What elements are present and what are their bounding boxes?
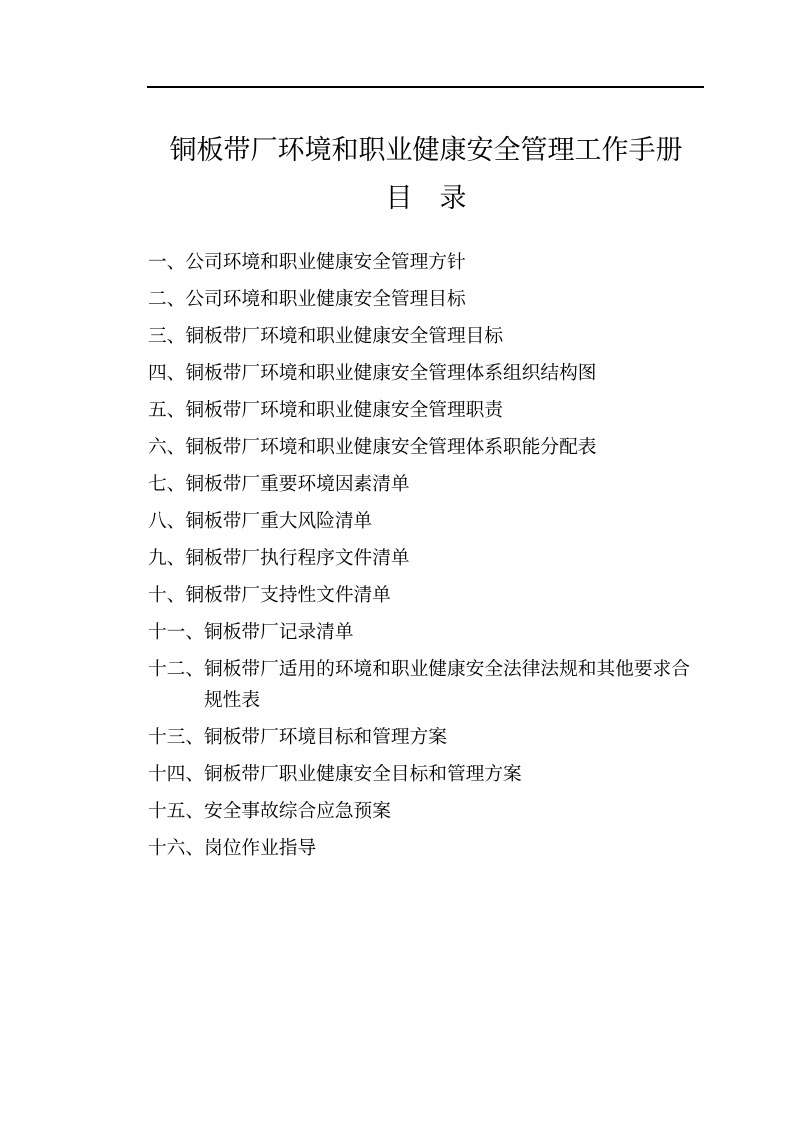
toc-item: 四、铜板带厂环境和职业健康安全管理体系组织结构图 — [148, 363, 597, 384]
document-title: 铜板带厂环境和职业健康安全管理工作手册 — [169, 135, 683, 165]
toc-item: 七、铜板带厂重要环境因素清单 — [148, 474, 410, 495]
toc-item: 六、铜板带厂环境和职业健康安全管理体系职能分配表 — [148, 437, 597, 458]
page-content — [148, 126, 704, 870]
toc-item: 十六、岗位作业指导 — [148, 838, 317, 859]
toc-item: 十三、铜板带厂环境目标和管理方案 — [148, 727, 447, 748]
toc-item: 十一、铜板带厂记录清单 — [148, 622, 354, 643]
toc-item: 五、铜板带厂环境和职业健康安全管理职责 — [148, 400, 504, 421]
document-subtitle: 目 录 — [385, 183, 467, 213]
toc-item: 一、公司环境和职业健康安全管理方针 — [148, 252, 466, 273]
toc-item: 三、铜板带厂环境和职业健康安全管理目标 — [148, 326, 504, 347]
toc-item: 十二、铜板带厂适用的环境和职业健康安全法律法规和其他要求合规性表 — [148, 659, 690, 711]
toc-item: 十、铜板带厂支持性文件清单 — [148, 585, 391, 606]
toc-item: 八、铜板带厂重大风险清单 — [148, 511, 373, 532]
toc-item: 九、铜板带厂执行程序文件清单 — [148, 548, 410, 569]
toc-item: 十四、铜板带厂职业健康安全目标和管理方案 — [148, 764, 522, 785]
header-rule — [147, 86, 704, 88]
table-of-contents — [148, 247, 704, 864]
toc-item: 二、公司环境和职业健康安全管理目标 — [148, 289, 466, 310]
toc-item: 十五、安全事故综合应急预案 — [148, 801, 391, 822]
